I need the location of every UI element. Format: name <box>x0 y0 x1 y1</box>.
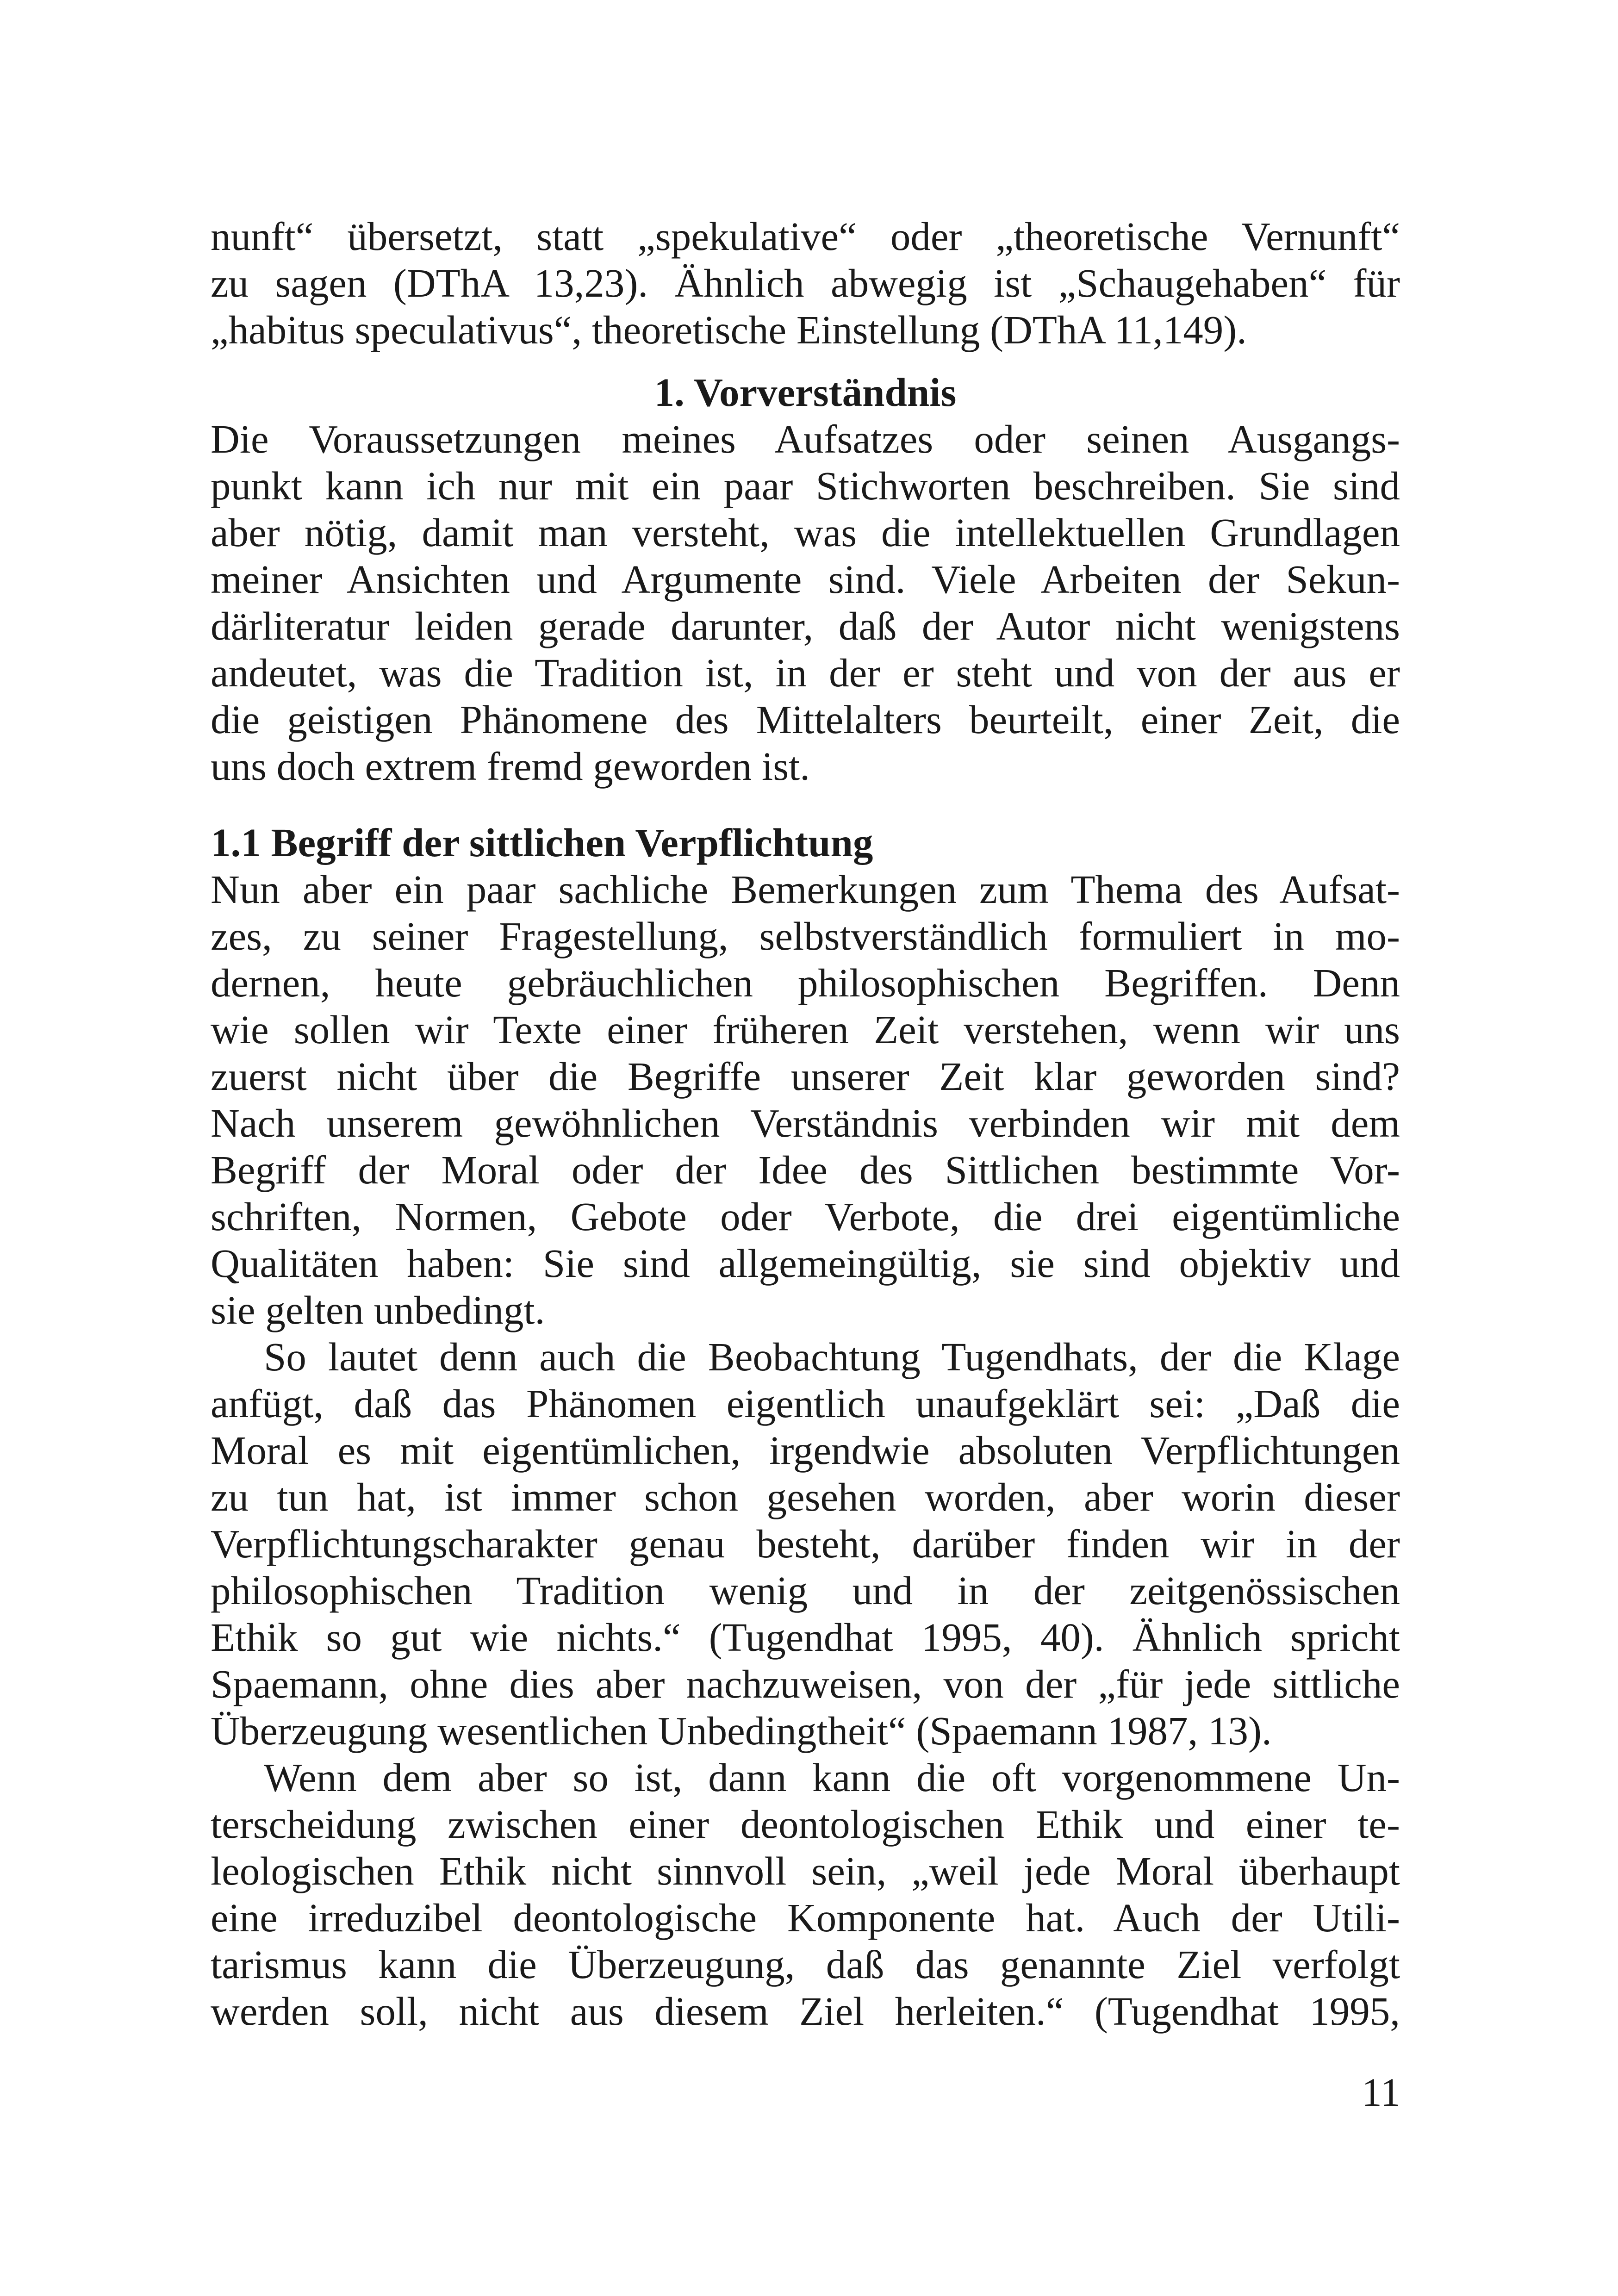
text-line: tarismus kann die Überzeugung, daß das genannte Ziel verfolgt <box>211 1942 1400 1987</box>
text-line: zuerst nicht über die Begriffe unserer Zeit klar geworden sind? <box>211 1054 1400 1099</box>
text-line: eine irreduzibel deontologische Komponente hat. Auch der Utili- <box>211 1895 1400 1940</box>
text-line: meiner Ansichten und Argumente sind. Viele Arbeiten der Sekun- <box>211 557 1400 602</box>
text-line: wie sollen wir Texte einer früheren Zeit verstehen, wenn wir uns <box>211 1007 1400 1052</box>
text-line: Nach unserem gewöhnlichen Verständnis verbinden wir mit dem <box>211 1101 1400 1145</box>
text-line: andeutet, was die Tradition ist, in der er steht und von der aus er <box>211 650 1400 695</box>
text-line: Überzeugung wesentlichen Unbedingtheit“ (Spaemann 1987, 13). <box>211 1708 1272 1753</box>
text-line: Begriff der Moral oder der Idee des Sittlichen bestimmte Vor- <box>211 1147 1400 1192</box>
text-line: Qualitäten haben: Sie sind allgemeingültig, sie sind objektiv und <box>211 1241 1400 1286</box>
text-line: Die Voraussetzungen meines Aufsatzes oder seinen Ausgangs- <box>211 417 1400 461</box>
text-line: Verpflichtungscharakter genau besteht, darüber finden wir in der <box>211 1521 1400 1566</box>
subsection-paragraph-1 <box>211 866 1400 1333</box>
text-line: zu tun hat, ist immer schon gesehen worden, aber worin dieser <box>211 1475 1400 1519</box>
text-line: Moral es mit eigentümlichen, irgendwie absoluten Verpflichtungen <box>211 1428 1400 1473</box>
text-line: philosophischen Tradition wenig und in der zeitgenössischen <box>211 1568 1400 1613</box>
text-line: aber nötig, damit man versteht, was die intellektuellen Grundlagen <box>211 510 1400 555</box>
text-line: schriften, Normen, Gebote oder Verbote, die drei eigentümliche <box>211 1194 1400 1239</box>
text-line: sie gelten unbedingt. <box>211 1288 545 1332</box>
text-line: anfügt, daß das Phänomen eigentlich unaufgeklärt sei: „Daß die <box>211 1381 1400 1426</box>
text-line: punkt kann ich nur mit ein paar Stichworten beschreiben. Sie sind <box>211 463 1400 508</box>
section-heading: 1. Vorverständnis <box>654 370 957 415</box>
intro-paragraph <box>211 213 1400 353</box>
section-paragraph <box>211 416 1400 790</box>
text-line: Nun aber ein paar sachliche Bemerkungen zum Thema des Aufsat- <box>211 867 1400 912</box>
subsection-paragraph-3 <box>211 1754 1400 2035</box>
text-line: leologischen Ethik nicht sinnvoll sein, „weil jede Moral überhaupt <box>211 1848 1400 1893</box>
text-line: werden soll, nicht aus diesem Ziel herleiten.“ (Tugendhat 1995, <box>211 1989 1400 2034</box>
text-line: Wenn dem aber so ist, dann kann die oft vorgenommene Un- <box>264 1755 1400 1800</box>
text-line: terscheidung zwischen einer deontologischen Ethik und einer te- <box>211 1802 1400 1847</box>
text-line: uns doch extrem fremd geworden ist. <box>211 744 810 789</box>
text-line: Spaemann, ohne dies aber nachzuweisen, von der „für jede sittliche <box>211 1661 1400 1706</box>
subsection-heading: 1.1 Begriff der sittlichen Verpflichtung <box>211 820 873 865</box>
text-line: Ethik so gut wie nichts.“ (Tugendhat 1995, 40). Ähnlich spricht <box>211 1615 1400 1660</box>
text-line: nunft“ übersetzt, statt „spekulative“ oder „theoretische Vernunft“ <box>211 214 1400 259</box>
text-line: „habitus speculativus“, theoretische Einstellung (DThA 11,149). <box>211 307 1247 352</box>
text-line: dernen, heute gebräuchlichen philosophischen Begriffen. Denn <box>211 960 1400 1005</box>
page-number: 11 <box>1362 2070 1400 2115</box>
text-line: So lautet denn auch die Beobachtung Tugendhats, der die Klage <box>264 1334 1400 1379</box>
text-line: zes, zu seiner Fragestellung, selbstverständlich formuliert in mo- <box>211 914 1400 958</box>
text-line: zu sagen (DThA 13,23). Ähnlich abwegig ist „Schaugehaben“ für <box>211 261 1400 305</box>
subsection-paragraph-2 <box>211 1333 1400 1754</box>
text-line: därliteratur leiden gerade darunter, daß der Autor nicht wenigstens <box>211 604 1400 648</box>
text-line: die geistigen Phänomene des Mittelalters beurteilt, einer Zeit, die <box>211 697 1400 742</box>
